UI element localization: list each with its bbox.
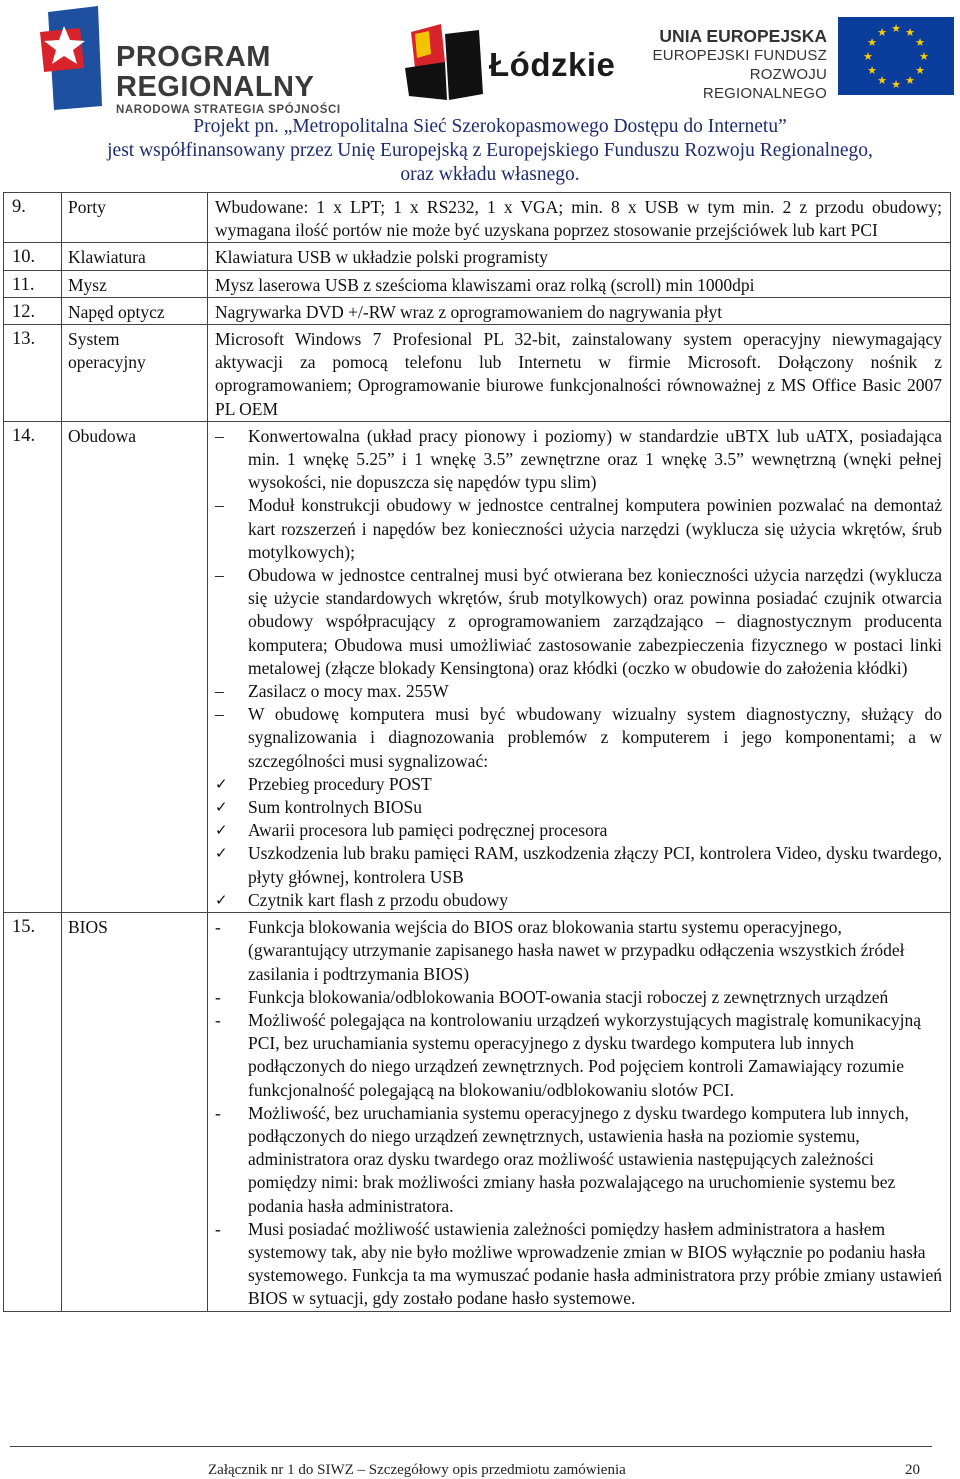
row-number: 9.: [4, 193, 62, 243]
program-regionalny-logo: [40, 6, 400, 116]
list-item: [215, 1102, 942, 1218]
list-item-text: Zasilacz o mocy max. 255W: [248, 681, 449, 702]
project-line-3: oraz wkładu własnego.: [400, 164, 580, 185]
list-item-text: Moduł konstrukcji obudowy w jednostce centralnej komputera powinien pozwalać na demontaż kart rozszerzeń i napędów bez konieczności użycia narzędzi (wyklucza się użycia wkrętów, śrub motylkowych);: [248, 495, 942, 562]
dash-marker: –: [215, 681, 224, 702]
list-item: [215, 1009, 942, 1102]
table-row: [4, 297, 951, 324]
svg-text:★: ★: [891, 22, 901, 35]
list-item-text: W obudowę komputera musi być wbudowany wizualny system diagnostyczny, służący do sygnalizowania i diagnozowania problemów z komputerem i jego komponentami; a w szczególności musi sygnalizować:: [248, 704, 942, 771]
list-item: [215, 1218, 942, 1311]
eu-flag-icon: [838, 17, 954, 95]
list-item: [215, 703, 942, 912]
checkmark-icon: ✓: [215, 844, 228, 863]
row-number: 13.: [4, 325, 62, 422]
eu-caption: [622, 26, 827, 103]
footer-text: Załącznik nr 1 do SIWZ – Szczegółowy opis przedmiotu zamówienia: [208, 1462, 626, 1478]
list-item-text: Obudowa w jednostce centralnej musi być otwierana bez konieczności użycia narzędzi (wyklucza się użycie standardowych wkrętów, śrub motylkowych) oraz powinna posiadać czujnik otwarcia obudowy współpracujący z oprogramowaniem zarządzająco – diagnostycznym producenta komputera; Obudowa musi umożliwiać zastosowanie zabezpieczenia fizycznego w postaci linki metalowej (złącze blokady Kensingtona) oraz kłódki (oczko w obudowie do założenia kłódki): [248, 565, 942, 678]
list-item: [215, 916, 942, 986]
row-description: Nagrywarka DVD +/-RW wraz z oprogramowaniem do nagrywania płyt: [208, 297, 951, 324]
dash-marker: –: [215, 495, 224, 516]
list-item-text: Możliwość, bez uruchamiania systemu operacyjnego z dysku twardego komputera lub innych, podłączonych do niego urządzeń zewnętrznych, ustawienia hasła na poziomie systemu, administratora oraz dysku twardego oraz możliwość ustawienia następujących zależności pomiędzy nimi: brak możliwości zmiany hasła pozwalającego na uruchomienie systemu bez podania hasła administratora.: [248, 1102, 909, 1216]
region-name: Łódzkie: [489, 46, 616, 83]
list-item-text: Musi posiadać możliwość ustawienia zależności pomiędzy hasłem administratora a hasłem systemowy tak, aby nie było możliwe wprowadzenie zmian w BIOS wyłącznie po podaniu hasła systemowego. Funkcja ta ma wymuszać podanie hasła administratora przy próbie zmiany ustawień BIOS w sytuacji, gdy zostało podane hasło systemowe.: [248, 1218, 942, 1309]
row-name: Klawiatura: [62, 243, 208, 270]
page-number: 20: [905, 1462, 920, 1478]
table-row: [4, 421, 951, 912]
list-item-text: Funkcja blokowania/odblokowania BOOT-owania stacji roboczej z zewnętrznych urządzeń: [248, 986, 889, 1007]
checkmark-icon: ✓: [215, 821, 228, 840]
project-caption: [0, 115, 960, 187]
lodzkie-mark-icon: [405, 24, 485, 100]
diagnostic-signals-list: [215, 773, 942, 912]
dash-marker: –: [215, 704, 224, 725]
row-name: System operacyjny: [62, 325, 208, 422]
row-name: Porty: [62, 193, 208, 243]
program-regionalny-mark-icon: [40, 6, 106, 110]
list-item: [215, 680, 942, 703]
list-item-text: Sum kontrolnych BIOSu: [248, 797, 423, 818]
row-description: Microsoft Windows 7 Profesional PL 32-bit, zainstalowany system operacyjny niewymagający aktywacji za pomocą telefonu lub Internetu w firmie Microsoft. Dołączony nośnik z oprogramowaniem; Oprogramowanie biurowe funkcjonalności równoważnej z MS Office Basic 2007 PL OEM: [208, 325, 951, 422]
list-item-text: Uszkodzenia lub braku pamięci RAM, uszkodzenia złączy PCI, kontrolera Video, dysku twardego, płyty głównej, kontrolera USB: [248, 843, 942, 887]
svg-text:★: ★: [919, 50, 929, 63]
checkmark-icon: ✓: [215, 798, 228, 817]
svg-text:★: ★: [877, 74, 887, 87]
list-item: [215, 796, 942, 819]
list-item: [215, 842, 942, 888]
svg-text:★: ★: [891, 78, 901, 91]
row-description: [208, 913, 951, 1311]
list-item-text: Konwertowalna (układ pracy pionowy i poziomy) w standardzie uBTX lub uATX, posiadająca min. 1 wnękę 5.25” i 1 wnękę 3.5” zewnętrzne oraz 1 wnękę 3.5” wewnętrzną (wnęki pełnej wysokości, nie dopuszcza się napędów typu slim): [248, 425, 942, 493]
hyphen-marker: -: [215, 1218, 221, 1239]
bios-requirements-list: [215, 916, 942, 1310]
list-item: [215, 494, 942, 564]
program-title: PROGRAM REGIONALNY: [116, 41, 315, 103]
svg-text:★: ★: [905, 26, 915, 39]
project-line-2: jest współfinansowany przez Unię Europejską z Europejskiego Funduszu Rozwoju Regionalnego,: [107, 140, 873, 161]
checkmark-icon: ✓: [215, 890, 228, 909]
list-item: [215, 425, 942, 495]
specification-table: [3, 192, 951, 1312]
row-name: Napęd optycz: [62, 297, 208, 324]
dash-marker: –: [215, 565, 224, 586]
checkmark-icon: ✓: [215, 774, 228, 793]
row-number: 12.: [4, 297, 62, 324]
table-row: [4, 243, 951, 270]
dash-marker: –: [215, 425, 224, 446]
list-item-text: Funkcja blokowania wejścia do BIOS oraz blokowania startu systemu operacyjnego, (gwarantujący utrzymanie zapisanego hasła nawet w przypadku odłączenia wszystkich źródeł zasilania i podtrzymania BIOS): [248, 917, 905, 984]
list-item: [215, 773, 942, 796]
hyphen-marker: -: [215, 917, 221, 938]
table-row: [4, 270, 951, 297]
hyphen-marker: -: [215, 1102, 221, 1123]
row-number: 11.: [4, 270, 62, 297]
row-description: Mysz laserowa USB z sześcioma klawiszami oraz rolką (scroll) min 1000dpi: [208, 270, 951, 297]
list-item-text: Możliwość polegająca na kontrolowaniu urządzeń wykorzystujących magistralę komunikacyjną PCI, bez uruchamiania systemu operacyjnego z dysku twardego komputera lub innych podłączonych do niego urządzeń zewnętrznych. Pod pojęciem kontroli Zamawiający rozumie funkcjonalność polegającą na blokowaniu/odblokowaniu slotów PCI.: [248, 1009, 922, 1100]
hyphen-marker: -: [215, 986, 221, 1007]
project-line-1: Projekt pn. „Metropolitalna Sieć Szerokopasmowego Dostępu do Internetu”: [193, 116, 787, 137]
row-name: Mysz: [62, 270, 208, 297]
lodzkie-logo: [405, 24, 616, 102]
hyphen-marker: -: [215, 1009, 221, 1030]
footer-divider: [10, 1446, 932, 1447]
list-item: [215, 819, 942, 842]
table-row: [4, 325, 951, 422]
table-row: [4, 193, 951, 243]
row-description: [208, 421, 951, 912]
row-number: 14.: [4, 421, 62, 912]
svg-text:★: ★: [867, 64, 877, 77]
table-row: [4, 913, 951, 1311]
case-requirements-list: [215, 425, 942, 912]
row-name: Obudowa: [62, 421, 208, 912]
row-description: Wbudowane: 1 x LPT; 1 x RS232, 1 x VGA; min. 8 x USB w tym min. 2 z przodu obudowy; wymagana ilość portów nie może być uzyskana poprzez stosowanie przejściówek lub kart PCI: [208, 193, 951, 243]
program-subtitle: NARODOWA STRATEGIA SPÓJNOŚCI: [116, 104, 341, 116]
svg-text:★: ★: [877, 26, 887, 39]
list-item: [215, 986, 942, 1009]
list-item-text: Awarii procesora lub pamięci podręcznej procesora: [248, 820, 608, 841]
row-description: Klawiatura USB w układzie polski programisty: [208, 243, 951, 270]
svg-text:★: ★: [867, 36, 877, 49]
svg-text:★: ★: [905, 74, 915, 87]
list-item: [215, 889, 942, 912]
eu-line-2: EUROPEJSKI FUNDUSZ: [652, 47, 827, 64]
row-number: 10.: [4, 243, 62, 270]
svg-text:★: ★: [915, 64, 925, 77]
list-item-text: Czytnik kart flash z przodu obudowy: [248, 889, 509, 910]
list-item-text: Przebieg procedury POST: [248, 773, 432, 794]
page-header: [0, 0, 960, 116]
svg-text:★: ★: [863, 50, 873, 63]
eu-line-1: UNIA EUROPEJSKA: [659, 26, 827, 46]
eu-line-3: ROZWOJU REGIONALNEGO: [702, 66, 827, 102]
list-item: [215, 564, 942, 680]
row-name: BIOS: [62, 913, 208, 1311]
row-number: 15.: [4, 913, 62, 1311]
svg-text:★: ★: [915, 36, 925, 49]
